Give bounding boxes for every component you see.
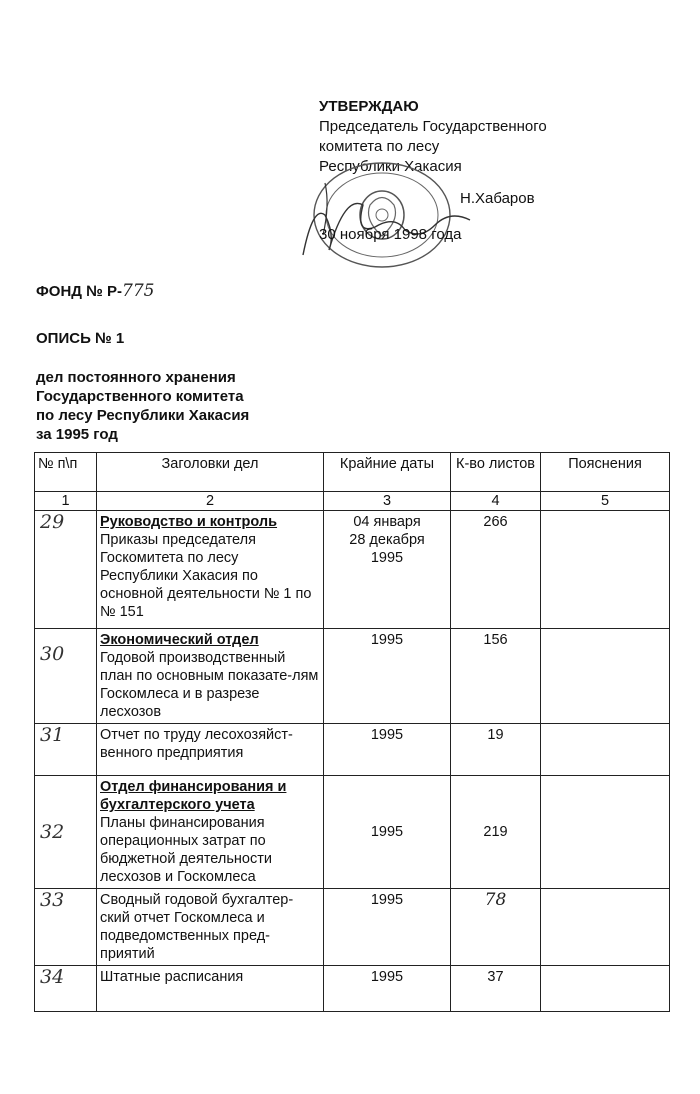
table-row [35, 724, 670, 776]
header-notes: Пояснения [541, 453, 670, 492]
fond-label: ФОНД № Р- [36, 283, 123, 300]
case-date: 1995 [324, 966, 451, 1012]
inventory-description-line: по лесу Республики Хакасия [36, 407, 250, 424]
case-notes [541, 889, 670, 966]
table-row [35, 889, 670, 966]
signer-name: Н.Хабаров [460, 190, 535, 207]
case-sheets: 219 [451, 776, 541, 889]
case-sheets: 266 [451, 511, 541, 629]
case-title: Отчет по труду лесохозяйст-венного предприятия [97, 724, 324, 776]
case-notes [541, 724, 670, 776]
section-heading: Экономический отдел [100, 632, 259, 648]
column-number: 3 [324, 492, 451, 511]
inventory-description-line: за 1995 год [36, 426, 118, 443]
inventory-title: ОПИСЬ № 1 [36, 330, 125, 347]
case-sheets: 19 [451, 724, 541, 776]
case-title: Годовой производственный план по основным показате-лям Госкомлеса и в разрезе лесхозов [100, 650, 319, 720]
table-header-row [35, 453, 670, 492]
table-row [35, 629, 670, 724]
case-number-handwritten: 33 [40, 889, 65, 911]
case-sheets: 156 [451, 629, 541, 724]
column-number: 5 [541, 492, 670, 511]
approval-line: Республики Хакасия [319, 158, 462, 175]
header-sheets: К-во листов [451, 453, 541, 492]
case-title: Штатные расписания [97, 966, 324, 1012]
table-row [35, 966, 670, 1012]
approval-line: Председатель Государственного [319, 118, 547, 135]
column-number: 1 [35, 492, 97, 511]
case-number-handwritten: 30 [40, 643, 65, 665]
header-title: Заголовки дел [97, 453, 324, 492]
approval-line: комитета по лесу [319, 138, 440, 155]
case-notes [541, 629, 670, 724]
column-number: 2 [97, 492, 324, 511]
inventory-table [34, 452, 670, 1012]
fond-number-handwritten: 775 [122, 281, 155, 301]
handwritten-signature-icon [285, 175, 485, 265]
case-number-handwritten: 29 [40, 511, 65, 533]
fond-number [36, 281, 155, 301]
case-notes [541, 776, 670, 889]
column-number-row [35, 492, 670, 511]
case-sheets-handwritten: 78 [484, 890, 507, 910]
case-date: 1995 [324, 629, 451, 724]
case-date: 28 декабря [349, 532, 425, 548]
column-number: 4 [451, 492, 541, 511]
header-dates: Крайние даты [324, 453, 451, 492]
case-number-handwritten: 31 [40, 724, 65, 746]
case-sheets: 37 [451, 966, 541, 1012]
header-num: № п\п [35, 453, 97, 492]
case-date: 1995 [324, 889, 451, 966]
case-title: Приказы председателя Госкомитета по лесу Республики Хакасия по основной деятельности № 1 по № 151 [100, 532, 312, 620]
section-heading: Руководство и контроль [100, 514, 278, 530]
approval-date: 30 ноября 1998 года [319, 226, 462, 243]
inventory-description-line: дел постоянного хранения [36, 369, 236, 386]
section-heading: Отдел финансирования и бухгалтерского учета [100, 779, 287, 813]
case-title: Сводный годовой бухгалтер-ский отчет Госкомлеса и подведомственных пред-приятий [97, 889, 324, 966]
case-notes [541, 966, 670, 1012]
case-title: Планы финансирования операционных затрат по бюджетной деятельности лесхозов и Госкомлеса [100, 815, 272, 885]
table-row [35, 776, 670, 889]
case-date: 1995 [324, 724, 451, 776]
case-number-handwritten: 34 [40, 966, 65, 988]
inventory-description-line: Государственного комитета [36, 388, 244, 405]
case-date: 1995 [370, 550, 404, 566]
case-date: 1995 [324, 776, 451, 889]
case-number-handwritten: 32 [40, 821, 65, 843]
table-row [35, 511, 670, 629]
case-date: 04 января [353, 514, 421, 530]
inventory-description [36, 368, 249, 444]
case-notes [541, 511, 670, 629]
approval-title: УТВЕРЖДАЮ [319, 98, 419, 115]
